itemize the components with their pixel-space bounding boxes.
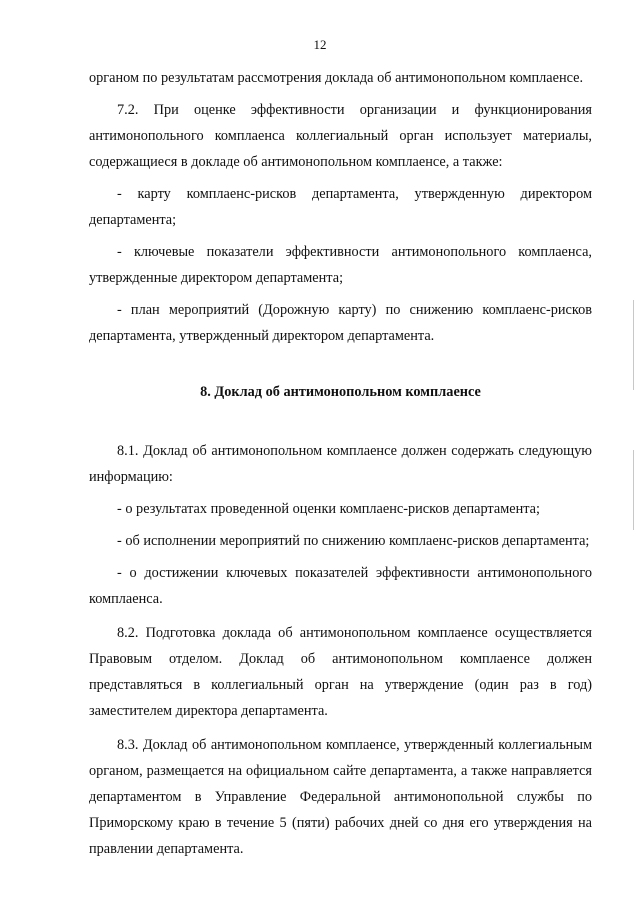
list-item-risk-map: - карту комплаенс-рисков департамента, утвержденную директором департамента; <box>89 186 592 228</box>
scan-edge-mark <box>633 450 634 530</box>
list-item-measures: - об исполнении мероприятий по снижению комплаенс-рисков департамента; <box>117 533 590 549</box>
list-item-kpi: - ключевые показатели эффективности антимонопольного комплаенса, утвержденные директором департамента; <box>89 244 592 286</box>
scan-edge-mark <box>633 300 634 390</box>
paragraph-8-1: 8.1. Доклад об антимонопольном комплаенсе должен содержать следующую информацию: <box>89 443 592 485</box>
list-item-kpi-achievement: - о достижении ключевых показателей эффективности антимонопольного комплаенса. <box>89 565 592 607</box>
section-heading: 8. Доклад об антимонопольном комплаенсе <box>200 384 481 400</box>
paragraph-8-3: 8.3. Доклад об антимонопольном комплаенсе, утвержденный коллегиальным органом, размещается на официальном сайте департамента, а также направляется департаментом в Управление Федеральной антимонопольной службы по Приморскому краю в течение 5 (пяти) рабочих дней со дня его утверждения на правлении департамента. <box>89 737 592 857</box>
page-number: 12 <box>313 37 327 52</box>
paragraph-8-2: 8.2. Подготовка доклада об антимонопольном комплаенсе осуществляется Правовым отделом. Доклад об антимонопольном комплаенсе должен представляться в коллегиальный орган на утверждение (один раз в год) заместителем директора департамента. <box>89 625 592 719</box>
list-item-roadmap: - план мероприятий (Дорожную карту) по снижению комплаенс-рисков департамента, утвержденный директором департамента. <box>89 302 592 344</box>
paragraph-continuation: органом по результатам рассмотрения доклада об антимонопольном комплаенсе. <box>89 70 584 86</box>
paragraph-7-2: 7.2. При оценке эффективности организации и функционирования антимонопольного комплаенса коллегиальный орган использует материалы, содержащиеся в докладе об антимонопольном комплаенсе, а также: <box>89 102 592 170</box>
document-body <box>89 65 592 862</box>
list-item-risk-results: - о результатах проведенной оценки комплаенс-рисков департамента; <box>117 501 540 517</box>
